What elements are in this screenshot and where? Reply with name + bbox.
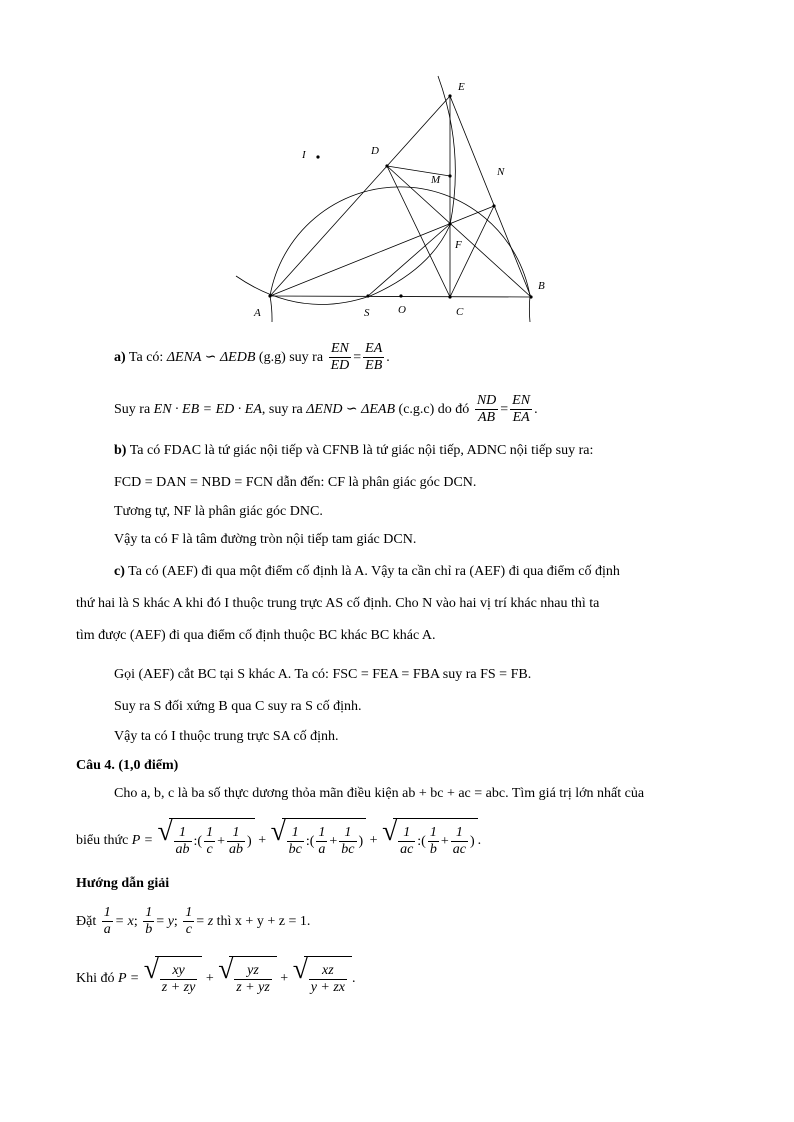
sqrt-term-2: √ $\frac{1}{bc}$ :( $\frac{1}{a}$ + $\frac{1}{bc}$ ): [282, 818, 367, 864]
geometry-figure: [0, 0, 794, 330]
sqrt-term-3: √ $\frac{1}{ac}$ :( $\frac{1}{b}$ + $\frac{1}{ac}$ ): [393, 818, 478, 864]
part-b-line4: Vậy ta có F là tâm đường tròn nội tiếp tam giác DCN.: [114, 532, 417, 547]
sqrt-term-r2: √ $\frac{yz}{z + yz}$: [229, 956, 277, 1002]
point-n: [492, 204, 495, 207]
solution-line2: Khi đó P = √ $\frac{xy}{z + zy}$ + √ $\frac{yz}{z + yz}$ + √ $\frac{xz}{y + zx}$ .: [76, 956, 356, 1002]
label-c: C: [456, 306, 464, 318]
point-a: [268, 294, 271, 297]
part-a-label: a): [114, 350, 126, 365]
part-c-line4: Gọi (AEF) cắt BC tại S khác A. Ta có: FSC = FEA = FBA suy ra FS = FB.: [114, 667, 532, 682]
part-b-line2: FCD = DAN = NBD = FCN dẫn đến: CF là phân giác góc DCN.: [114, 475, 477, 490]
fraction: $\frac{EA}{EB}$: [365, 341, 383, 374]
label-f: F: [455, 239, 462, 251]
solution-heading: Hướng dẫn giải: [76, 876, 170, 891]
point-o: [399, 294, 402, 297]
question-4-line1: Cho a, b, c là ba số thực dương thỏa mãn điều kiện ab + bc + ac = abc. Tìm giá trị lớn nhất của: [114, 786, 645, 801]
label-b: B: [538, 280, 545, 292]
label-i: I: [302, 149, 306, 161]
question-4-heading: Câu 4. (1,0 điểm): [76, 758, 179, 773]
fraction: $\frac{EN}{EA}$: [512, 393, 531, 426]
fraction: $\frac{EN}{ED}$: [330, 341, 350, 374]
point-m: [448, 174, 451, 177]
point-d: [385, 164, 388, 167]
point-b: [529, 295, 532, 298]
part-b-line1: b) Ta có FDAC là tứ giác nội tiếp và CFNB là tứ giác nội tiếp, ADNC nội tiếp suy ra:: [114, 443, 594, 458]
fraction: $\frac{ND}{AB}$: [476, 393, 497, 426]
part-c-line3: tìm được (AEF) đi qua điểm cố định thuộc BC khác BC khác A.: [76, 628, 436, 643]
label-a: A: [254, 307, 261, 319]
part-c-line1: c) Ta có (AEF) đi qua một điểm cố định là A. Vậy ta cần chỉ ra (AEF) đi qua điểm cố định: [114, 564, 620, 579]
point-e: [448, 94, 451, 97]
point-i: [316, 155, 319, 158]
sqrt-term-1: √ $\frac{1}{ab}$ :( $\frac{1}{c}$ + $\frac{1}{ab}$ ): [169, 818, 255, 864]
part-c-line2: thứ hai là S khác A khi đó I thuộc trung trực AS cố định. Cho N vào hai vị trí khác nhau thì ta: [76, 596, 600, 611]
part-a-line1: a) Ta có: ΔENA ∽ ΔEDB (g.g) suy ra $\frac{EN}{ED}$ = $\frac{EA}{EB}$ .: [114, 341, 390, 374]
label-n: N: [497, 166, 505, 178]
solution-line1: Đặt $\frac{1}{a}$ = x; $\frac{1}{b}$ = y; $\frac{1}{c}$ = z thì x + y + z = 1.: [76, 905, 311, 938]
point-f: [448, 222, 451, 225]
label-s: S: [364, 307, 370, 319]
label-e: E: [458, 81, 465, 93]
part-a-line2: Suy ra EN · EB = ED · EA, suy ra ΔEND ∽ ΔEAB (c.g.c) do đó $\frac{ND}{AB}$ = $\frac{EN}{EA}$ .: [114, 393, 538, 426]
label-m: M: [431, 174, 441, 186]
label-d: D: [371, 145, 379, 157]
part-b-line3: Tương tự, NF là phân giác góc DNC.: [114, 504, 323, 519]
point-s: [366, 294, 369, 297]
circle-i: [236, 76, 455, 304]
sqrt-term-r3: √ $\frac{xz}{y + zx}$: [304, 956, 352, 1002]
label-o: O: [398, 304, 406, 316]
point-c: [448, 295, 451, 298]
part-c-line6: Vậy ta có I thuộc trung trực SA cố định.: [114, 729, 339, 744]
question-4-expression: biểu thức P = √ $\frac{1}{ab}$ :( $\frac{1}{c}$ + $\frac{1}{ab}$ ) + √ $\frac{1}{bc}$ :( $\frac{1}{a}$ + $\frac{1}{bc}$ ) + √ $\frac{1}{ac}$ :( $\frac{1}{b}$ + $\frac{1}{ac}$ ) .: [76, 818, 481, 864]
sqrt-term-r1: √ $\frac{xy}{z + zy}$: [155, 956, 203, 1002]
part-c-line5: Suy ra S đối xứng B qua C suy ra S cố định.: [114, 699, 362, 714]
